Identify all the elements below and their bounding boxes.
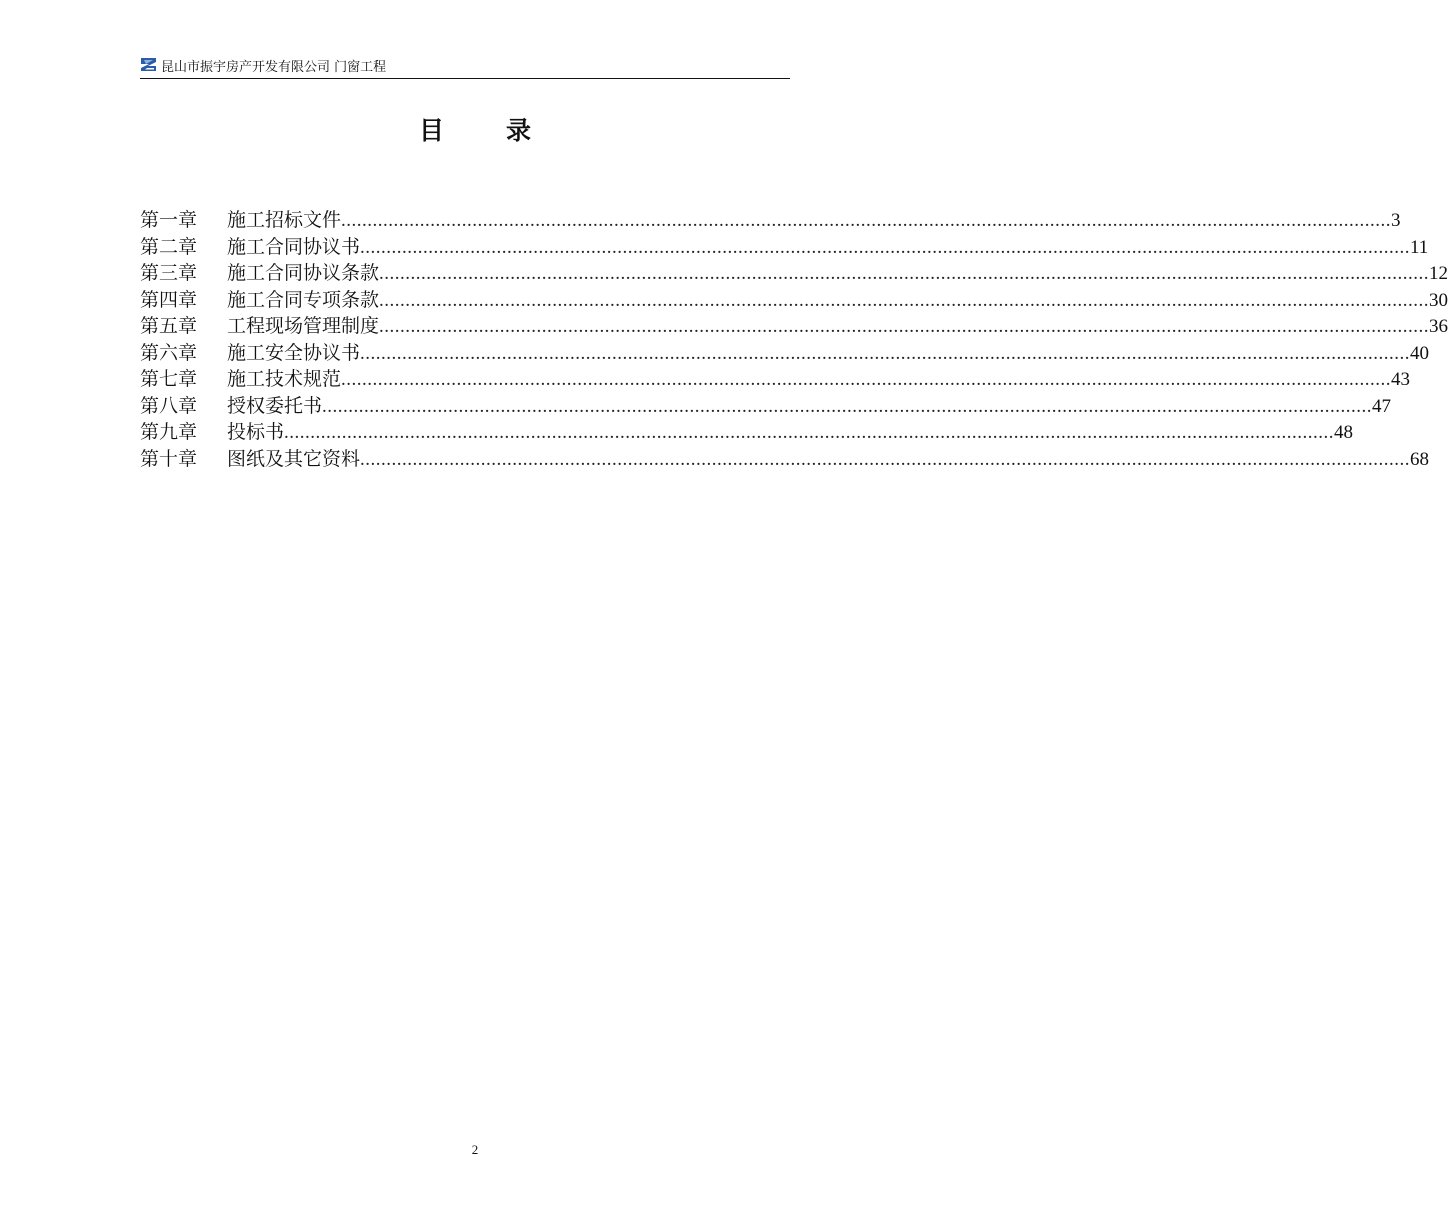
toc-entry[interactable] bbox=[140, 313, 1448, 340]
toc-chapter: 第一章 bbox=[140, 209, 198, 231]
toc-chapter: 第十章 bbox=[140, 447, 198, 470]
toc-entry[interactable] bbox=[140, 260, 1448, 287]
title-char-2: 录 bbox=[506, 116, 532, 145]
toc-title: 施工合同专项条款 bbox=[227, 288, 380, 311]
toc-page: 43 bbox=[1391, 369, 1411, 390]
header-project: 门窗工程 bbox=[334, 60, 387, 75]
toc-leader: ........................................................................................................................................................................................................ bbox=[379, 289, 1430, 311]
toc-title: 投标书 bbox=[227, 421, 285, 443]
toc-title: 施工合同协议条款 bbox=[227, 262, 380, 284]
toc-entry[interactable] bbox=[140, 287, 1448, 314]
toc-chapter: 第二章 bbox=[140, 235, 198, 258]
toc-leader: ........................................................................................................................................................................................................ bbox=[360, 448, 1411, 470]
toc-leader: ........................................................................................................................................................................................................ bbox=[284, 422, 1335, 443]
toc-leader: ........................................................................................................................................................................................................ bbox=[379, 263, 1430, 284]
toc-title: 施工合同协议书 bbox=[227, 235, 361, 258]
toc-chapter: 第七章 bbox=[140, 368, 198, 390]
toc-leader: ........................................................................................................................................................................................................ bbox=[379, 316, 1430, 337]
header-company: 昆山市振宇房产开发有限公司 bbox=[161, 60, 331, 75]
toc-chapter: 第五章 bbox=[140, 315, 198, 337]
header-text bbox=[161, 60, 386, 76]
toc-title: 施工技术规范 bbox=[227, 368, 342, 390]
page-header bbox=[140, 56, 790, 79]
title-char-1: 目 bbox=[418, 116, 444, 145]
toc-page: 68 bbox=[1410, 448, 1430, 470]
toc-entry[interactable] bbox=[140, 393, 1392, 420]
toc-chapter: 第六章 bbox=[140, 341, 198, 364]
toc-page: 11 bbox=[1410, 236, 1429, 258]
toc-entry[interactable] bbox=[140, 340, 1430, 367]
toc-page: 40 bbox=[1410, 342, 1430, 364]
table-of-contents bbox=[140, 207, 1448, 472]
toc-chapter: 第四章 bbox=[140, 288, 198, 311]
toc-leader: ........................................................................................................................................................................................................ bbox=[341, 369, 1392, 390]
toc-title: 施工安全协议书 bbox=[227, 341, 361, 364]
toc-title: 施工招标文件 bbox=[227, 209, 342, 231]
page-title bbox=[0, 112, 950, 152]
toc-entry[interactable] bbox=[140, 366, 1411, 393]
company-logo-icon bbox=[140, 56, 158, 74]
toc-leader: ........................................................................................................................................................................................................ bbox=[360, 236, 1411, 258]
toc-title: 授权委托书 bbox=[227, 394, 323, 417]
page-number: 2 bbox=[471, 1142, 479, 1157]
toc-title: 工程现场管理制度 bbox=[227, 315, 380, 337]
toc-chapter: 第三章 bbox=[140, 262, 198, 284]
toc-leader: ........................................................................................................................................................................................................ bbox=[322, 395, 1373, 417]
toc-leader: ........................................................................................................................................................................................................ bbox=[341, 210, 1392, 231]
toc-leader: ........................................................................................................................................................................................................ bbox=[360, 342, 1411, 364]
toc-entry[interactable] bbox=[140, 234, 1429, 261]
toc-page: 47 bbox=[1372, 395, 1392, 417]
toc-page: 30 bbox=[1429, 289, 1448, 311]
toc-entry[interactable] bbox=[140, 446, 1430, 473]
toc-chapter: 第九章 bbox=[140, 421, 198, 443]
toc-entry[interactable] bbox=[140, 419, 1354, 446]
toc-page: 3 bbox=[1391, 210, 1401, 231]
toc-page: 12 bbox=[1429, 263, 1448, 284]
toc-title: 图纸及其它资料 bbox=[227, 447, 361, 470]
toc-entry[interactable] bbox=[140, 207, 1401, 234]
toc-chapter: 第八章 bbox=[140, 394, 198, 417]
toc-page: 48 bbox=[1334, 422, 1354, 443]
toc-page: 36 bbox=[1429, 316, 1448, 337]
